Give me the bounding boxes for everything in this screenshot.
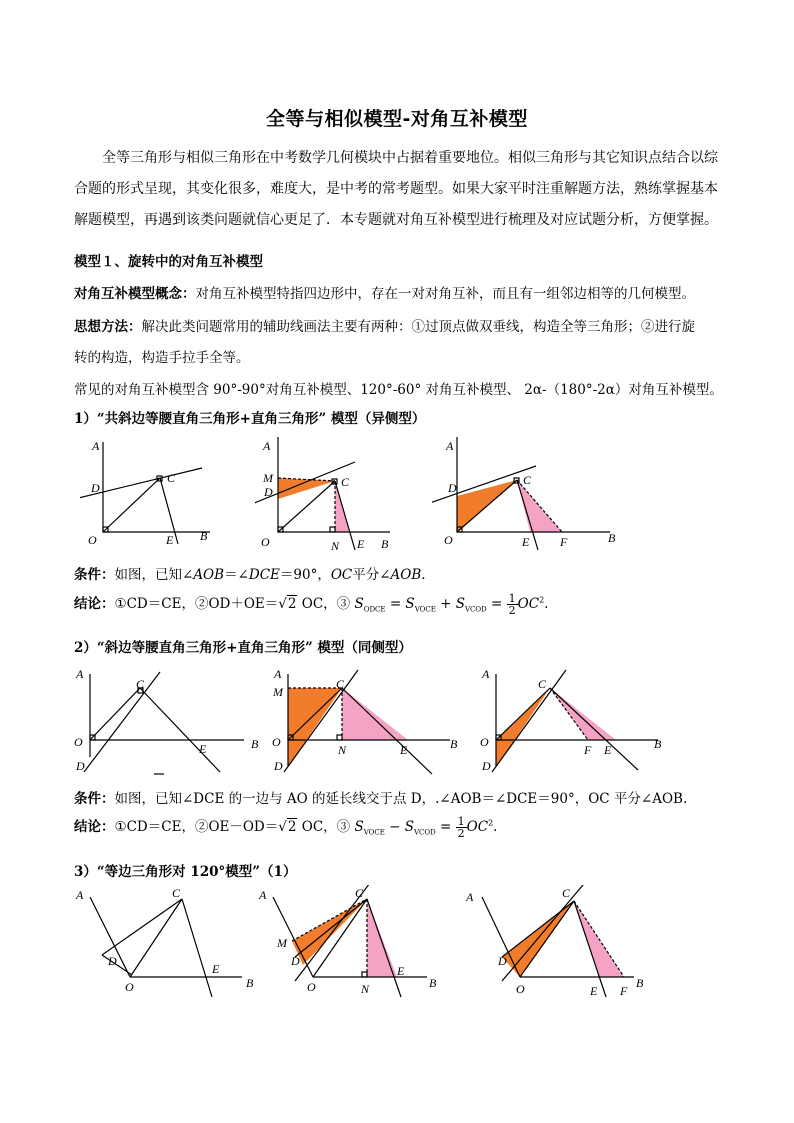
sub1-condition <box>74 563 426 583</box>
label-D: D <box>448 481 457 495</box>
cond-text: 如图，已知∠ <box>114 567 194 583</box>
label-E: E <box>212 962 220 976</box>
figure-2c <box>478 662 678 777</box>
figure-2b <box>270 662 470 777</box>
label-O: O <box>307 980 316 994</box>
label-C: C <box>341 475 350 489</box>
label-B: B <box>636 976 644 990</box>
label-D: D <box>498 954 507 968</box>
sub1-heading: 1）“共斜边等腰直角三角形+直角三角形” 模型（异侧型） <box>74 411 426 427</box>
condition-label: 条件： <box>74 791 115 807</box>
label-D: D <box>264 485 273 499</box>
label-C: C <box>172 886 181 900</box>
label-C: C <box>336 677 345 691</box>
cond-text: . <box>421 567 426 583</box>
label-M: M <box>263 471 273 485</box>
page-title: 全等与相似模型-对角互补模型 <box>266 108 528 130</box>
label-O: O <box>74 735 83 749</box>
label-D: D <box>291 954 300 968</box>
cond-text: ＝∠ <box>224 567 249 583</box>
conclusion-label: 结论： <box>74 596 115 612</box>
label-O: O <box>272 735 281 749</box>
intro-paragraph: 全等三角形与相似三角形在中考数学几何模块中占据着重要地位。相似三角形与其它知识点结合以综合题的形式呈现，其变化很多，难度大，是中考的常考题型。如果大家平时注重解题方法，熟练掌握基本解题模型，再遇到该类问题就信心更足了．本专题就对角互补模型进行梳理及对应试题分析，方便掌握。 <box>74 150 718 228</box>
label-C: C <box>136 677 145 691</box>
label-M: M <box>277 936 287 950</box>
figure-1b <box>255 432 405 552</box>
figure-1c <box>432 432 622 552</box>
label-O: O <box>444 533 453 547</box>
figure-1a <box>80 432 220 552</box>
label-F: F <box>620 984 628 998</box>
label-A: A <box>263 439 271 453</box>
concept-line <box>74 282 695 302</box>
label-N: N <box>331 539 340 552</box>
method-label: 思想方法： <box>74 319 142 335</box>
concept-label: 对角互补模型概念： <box>74 286 196 302</box>
label-B: B <box>246 976 254 990</box>
sqrt-symbol: √2 <box>278 596 297 612</box>
common-models-line: 常见的对角互补模型含 90°-90°对角互补模型、120°-60° 对角互补模型、 2α-（180°-2α）对角互补模型。 <box>74 382 723 398</box>
label-C: C <box>562 886 571 900</box>
label-B: B <box>654 737 662 751</box>
label-E: E <box>590 984 598 998</box>
figure-3a <box>72 885 262 1000</box>
method-line-1 <box>74 315 695 335</box>
cond-text: 如图，已知∠DCE 的一边与 AO 的延长线交于点 D，.∠AOB＝∠DCE＝90° <box>114 791 575 807</box>
fraction-half: $\frac{1}{2}$ <box>457 815 465 840</box>
label-B: B <box>381 537 389 551</box>
label-E: E <box>397 964 405 978</box>
label-B: B <box>450 737 458 751</box>
cond-text: AOB <box>390 567 422 583</box>
label-D: D <box>274 759 283 773</box>
label-N: N <box>361 982 370 996</box>
label-C: C <box>167 471 176 485</box>
label-N: N <box>338 743 347 757</box>
sub3-heading: 3）“等边三角形对 120°模型”（1） <box>74 864 297 880</box>
label-B: B <box>429 976 437 990</box>
cond-text: OC <box>330 567 353 583</box>
model1-heading: 模型１、旋转中的对角互补模型 <box>74 254 263 270</box>
conc-text: OC，③ <box>297 596 355 612</box>
figure-2a <box>72 662 262 777</box>
conc-text: ①CD＝CE，②OD＋OE＝ <box>114 596 279 612</box>
cond-text: ＝90° <box>279 567 318 583</box>
label-E: E <box>604 743 612 757</box>
sqrt-symbol: √2 <box>278 819 297 835</box>
label-E: E <box>357 537 365 551</box>
label-E: E <box>522 535 530 549</box>
cond-text: 平分∠ <box>352 567 391 583</box>
label-M: M <box>273 685 283 699</box>
label-A: A <box>92 439 100 453</box>
label-F: F <box>560 535 568 549</box>
label-A: A <box>259 888 267 902</box>
label-O: O <box>516 982 525 996</box>
label-A: A <box>446 439 454 453</box>
label-A: A <box>482 667 490 681</box>
label-E: E <box>199 742 207 756</box>
cond-text: ，OC 平分∠AOB. <box>574 791 688 807</box>
label-O: O <box>125 980 134 994</box>
label-D: D <box>91 481 100 495</box>
method-text-1: 解决此类问题常用的辅助线画法主要有两种：①过顶点做双垂线，构造全等三角形；②进行旋 <box>141 319 695 335</box>
figure-3b <box>255 885 450 1000</box>
label-D: D <box>482 759 491 773</box>
method-line-2: 转的构造，构造手拉手全等。 <box>74 350 250 366</box>
label-E: E <box>400 743 408 757</box>
label-C: C <box>355 886 364 900</box>
concept-text: 对角互补模型特指四边形中，存在一对对角互补，而且有一组邻边相等的几何模型。 <box>195 286 695 302</box>
conclusion-label: 结论： <box>74 819 115 835</box>
label-D: D <box>108 954 117 968</box>
label-A: A <box>274 667 282 681</box>
label-A: A <box>466 890 474 904</box>
label-B: B <box>608 531 616 545</box>
figure-3c <box>462 885 662 1000</box>
label-O: O <box>88 533 97 547</box>
label-F: F <box>584 743 592 757</box>
cond-text: DCE <box>248 567 280 583</box>
label-C: C <box>523 473 532 487</box>
label-B: B <box>251 737 259 751</box>
fraction-half: $\frac{1}{2}$ <box>508 592 516 617</box>
sub2-heading: 2）“斜边等腰直角三角形+直角三角形” 模型（同侧型） <box>74 640 412 656</box>
sub2-conclusion: 结论：①CD＝CE，②OE－OD＝√2 OC，③ $S_{VOCE} - S_{VCOD}$ = $\frac{1}{2}$ $OC^2$. <box>74 815 498 840</box>
label-O: O <box>261 535 270 549</box>
label-C: C <box>538 677 547 691</box>
label-O: O <box>480 735 489 749</box>
sub1-conclusion: 结论：①CD＝CE，②OD＋OE＝√2 OC，③ $S_{ODCE} = S_{VOCE} + S_{VCOD}$ = $\frac{1}{2}$ $OC^2$. <box>74 592 549 617</box>
sub2-condition <box>74 787 687 807</box>
label-B: B <box>200 529 208 543</box>
label-D: D <box>76 759 85 773</box>
cond-text: ， <box>317 567 331 583</box>
label-A: A <box>76 667 84 681</box>
cond-text: AOB <box>193 567 225 583</box>
label-E: E <box>166 533 174 547</box>
label-A: A <box>76 888 84 902</box>
condition-label: 条件： <box>74 567 115 583</box>
